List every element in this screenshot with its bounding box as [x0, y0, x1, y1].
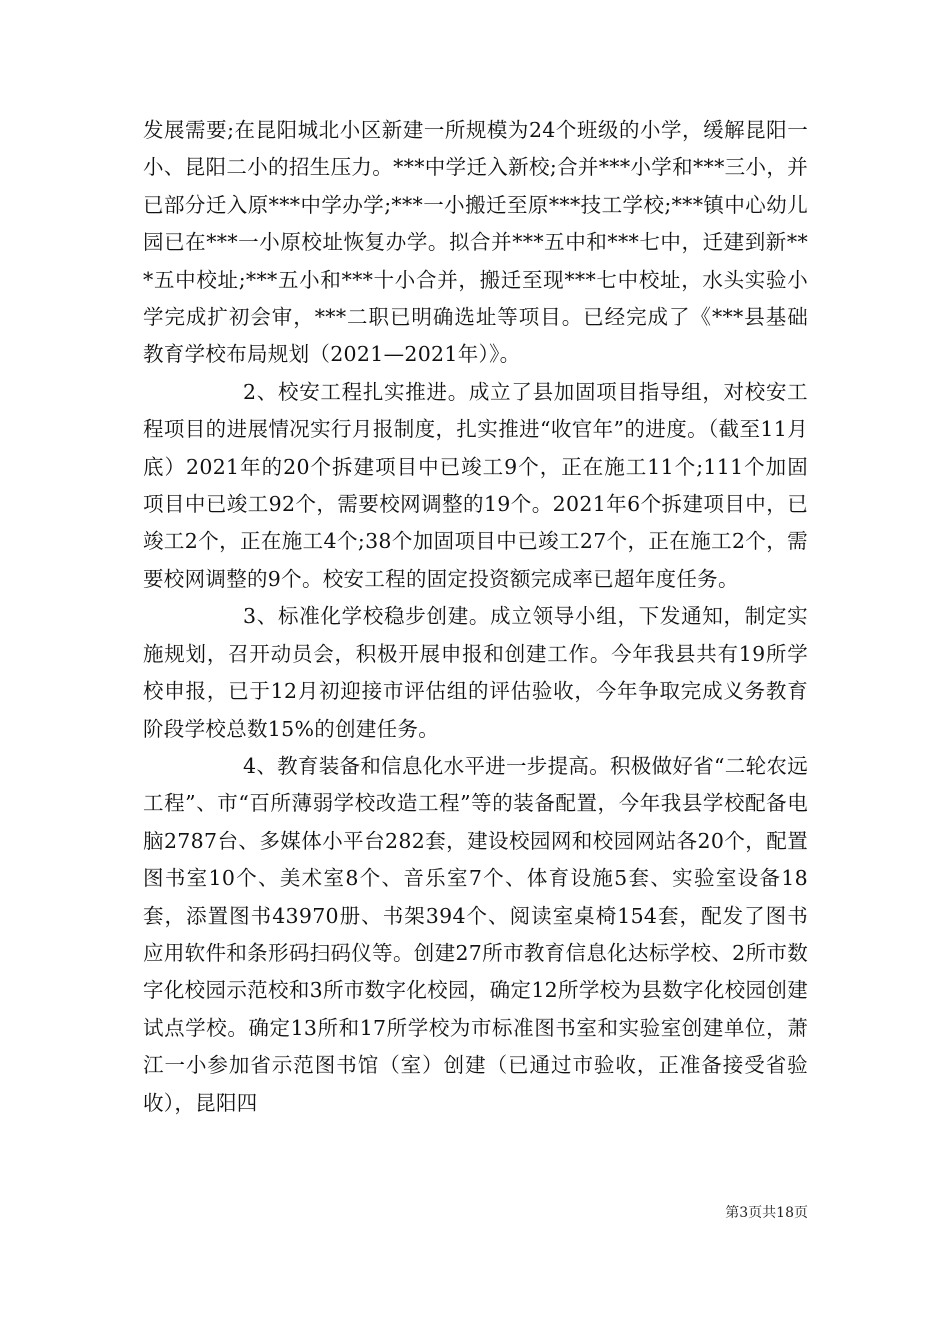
- paragraph-2: 2、校安工程扎实推进。成立了县加固项目指导组，对校安工程项目的进展情况实行月报制度，扎实推进“收官年”的进度。（截至11月底）2021年的20个拆建项目中已竣工9个，正在施工11个;111个加固项目中已竣工92个，需要校网调整的19个。2021年6个拆建项目中，已竣工2个，正在施工4个;38个加固项目中已竣工27个，正在施工2个，需要校网调整的9个。校安工程的固定投资额完成率已超年度任务。: [143, 379, 808, 591]
- paragraph-4: 4、教育装备和信息化水平进一步提高。积极做好省“二轮农远工程”、市“百所薄弱学校改造工程”等的装备配置，今年我县学校配备电脑2787台、多媒体小平台282套，建设校园网和校园网站各20个，配置图书室10个、美术室8个、音乐室7个、体育设施5套、实验室设备18套，添置图书43970册、书架394个、阅读室桌椅154套，配发了图书应用软件和条形码扫码仪等。创建27所市教育信息化达标学校、2所市数字化校园示范校和3所市数字化校园，确定12所学校为县数字化校园创建试点学校。确定13所和17所学校为市标准图书室和实验室创建单位，萧江一小参加省示范图书馆（室）创建（已通过市验收，正准备接受省验收），昆阳四: [143, 753, 808, 1115]
- page-number: 第3页共18页: [725, 1205, 808, 1221]
- document-body: [143, 112, 808, 1122]
- paragraph-1: 发展需要;在昆阳城北小区新建一所规模为24个班级的小学，缓解昆阳一小、昆阳二小的招生压力。***中学迁入新校;合并***小学和***三小，并已部分迁入原***中学办学;***一小搬迁至原***技工学校;***镇中心幼儿园已在***一小原校址恢复办学。拟合并***五中和***七中，迁建到新***五中校址;***五小和***十小合并，搬迁至现***七中校址，水头实验小学完成扩初会审，***二职已明确选址等项目。已经完成了《***县基础教育学校布局规划（2021—2021年）》。: [143, 118, 808, 367]
- paragraph-3: 3、标准化学校稳步创建。成立领导小组，下发通知，制定实施规划，召开动员会，积极开展申报和创建工作。今年我县共有19所学校申报，已于12月初迎接市评估组的评估验收，今年争取完成义务教育阶段学校总数15%的创建任务。: [143, 604, 808, 741]
